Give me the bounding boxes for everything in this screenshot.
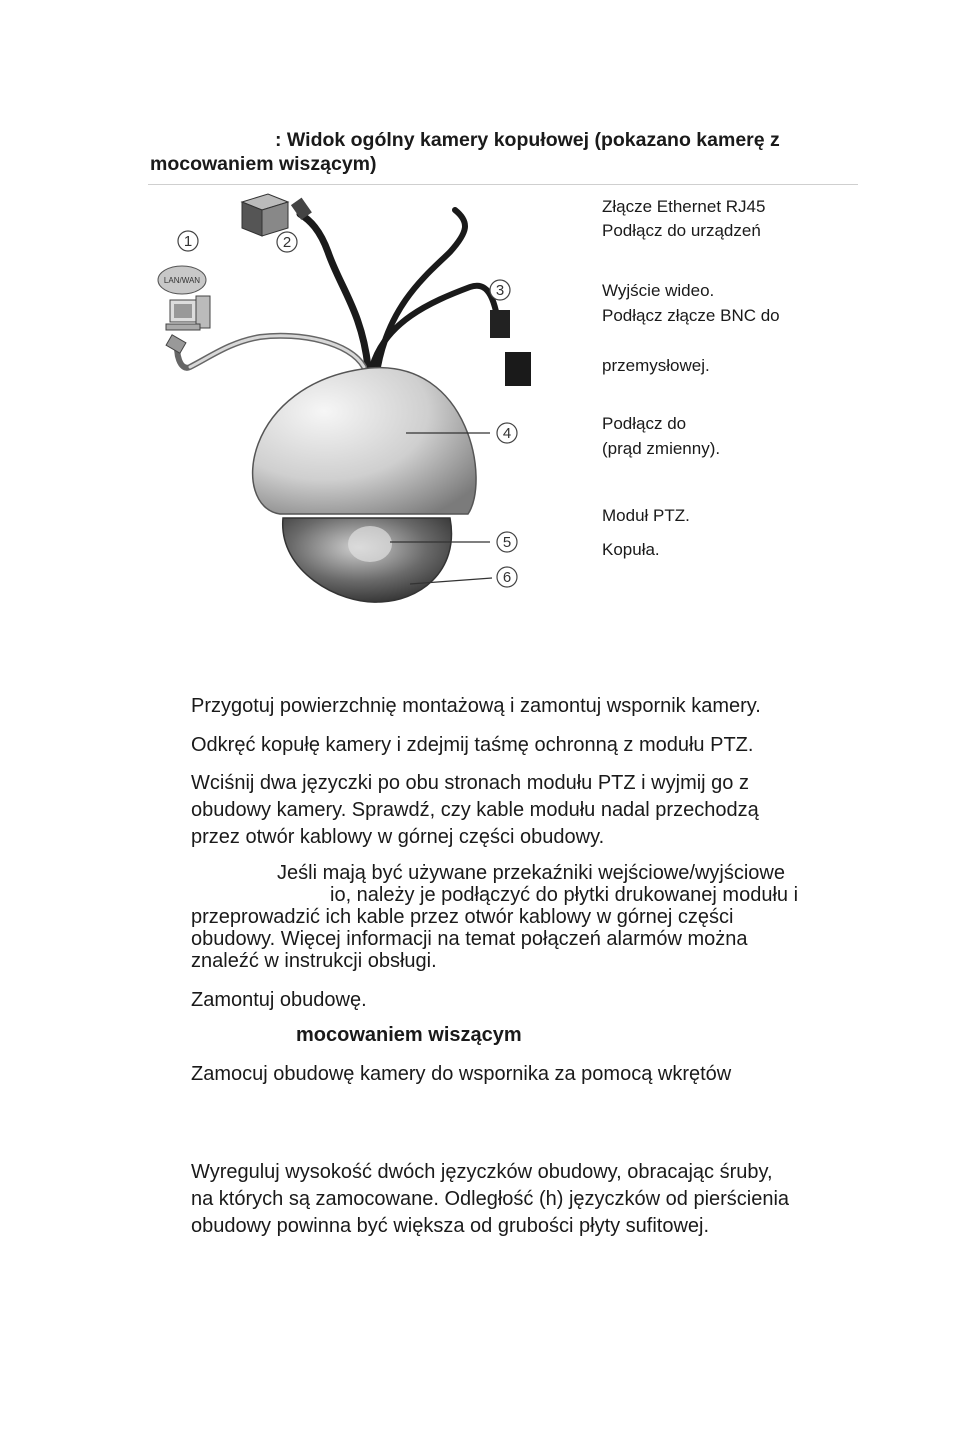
svg-text:5: 5 (502, 534, 512, 551)
power-connector-icon (505, 352, 531, 386)
recorder-box-icon (242, 194, 288, 236)
subheading-pendant-mount: mocowaniem wiszącym (296, 1024, 522, 1046)
figure-caption (150, 128, 860, 176)
step-mount-housing: Zamontuj obudowę. (191, 989, 367, 1011)
caption-line-1: : Widok ogólny kamery kopułowej (pokazano kamerę z (275, 129, 780, 151)
callout-rj45: Złącze Ethernet RJ45 (602, 197, 766, 216)
callout-ac: (prąd zmienny). (602, 439, 721, 458)
note-relays: Jeśli mają być używane przekaźniki wejściowe/wyjściowe io, należy je podłączyć do płytki drukowanej modułu i przeprowadzić ich kable przez otwór kablowy w górnej części obudowy. Więcej informacji na temat połączeń alarmów można znaleźć w instrukcji obsługi. (191, 862, 799, 972)
callout-video-out: Wyjście wideo. (602, 281, 715, 300)
caption-line-2: mocowaniem wiszącym) (150, 153, 377, 175)
svg-text:6: 6 (502, 569, 512, 586)
marker-1 (178, 231, 198, 251)
step-attach-bracket: Zamocuj obudowę kamery do wspornika za pomocą wkrętów (191, 1063, 732, 1085)
cable-plug-icon (166, 335, 186, 353)
marker-3 (490, 280, 510, 300)
camera-lens (348, 526, 392, 562)
svg-text:2: 2 (282, 234, 292, 251)
callout-power: Podłącz do (602, 414, 687, 433)
caption-divider (148, 184, 858, 185)
network-cloud-icon (158, 266, 206, 294)
step-adjust-tabs: Wyreguluj wysokość dwóch języczków obudowy, obracając śruby, na których są zamocowane. Odległość (h) języczków od pierścienia obudowy powinna być większa od grubości płyty sufitowej. (191, 1161, 790, 1237)
callout-dome: Kopuła. (602, 540, 660, 559)
svg-text:LAN/WAN: LAN/WAN (163, 276, 201, 285)
callout-industrial: przemysłowej. (602, 356, 710, 375)
camera-housing (253, 368, 476, 514)
marker-6 (497, 567, 517, 587)
marker-2 (277, 232, 297, 252)
computer-icon (166, 296, 210, 330)
marker-4 (497, 423, 517, 443)
svg-text:3: 3 (495, 282, 505, 299)
step-unscrew: Odkręć kopułę kamery i zdejmij taśmę ochronną z modułu PTZ. (191, 734, 754, 756)
dome-camera-illustration (150, 192, 590, 622)
svg-text:1: 1 (183, 233, 193, 250)
svg-text:4: 4 (502, 425, 512, 442)
callout-rj45-connect: Podłącz do urządzeń (602, 221, 761, 240)
callout-ptz: Moduł PTZ. (602, 506, 690, 525)
callout-bnc: Podłącz złącze BNC do (602, 306, 780, 325)
step-remove-ptz: Wciśnij dwa języczki po obu stronach modułu PTZ i wyjmij go z obudowy kamery. Sprawdź, czy kable modułu nadal przechodzą przez otwór kablowy w górnej części obudowy. (191, 772, 759, 848)
step-prepare: Przygotuj powierzchnię montażową i zamontuj wspornik kamery. (191, 695, 761, 717)
marker-5 (497, 532, 517, 552)
bnc-connector-icon (490, 310, 510, 338)
cables (177, 210, 500, 368)
